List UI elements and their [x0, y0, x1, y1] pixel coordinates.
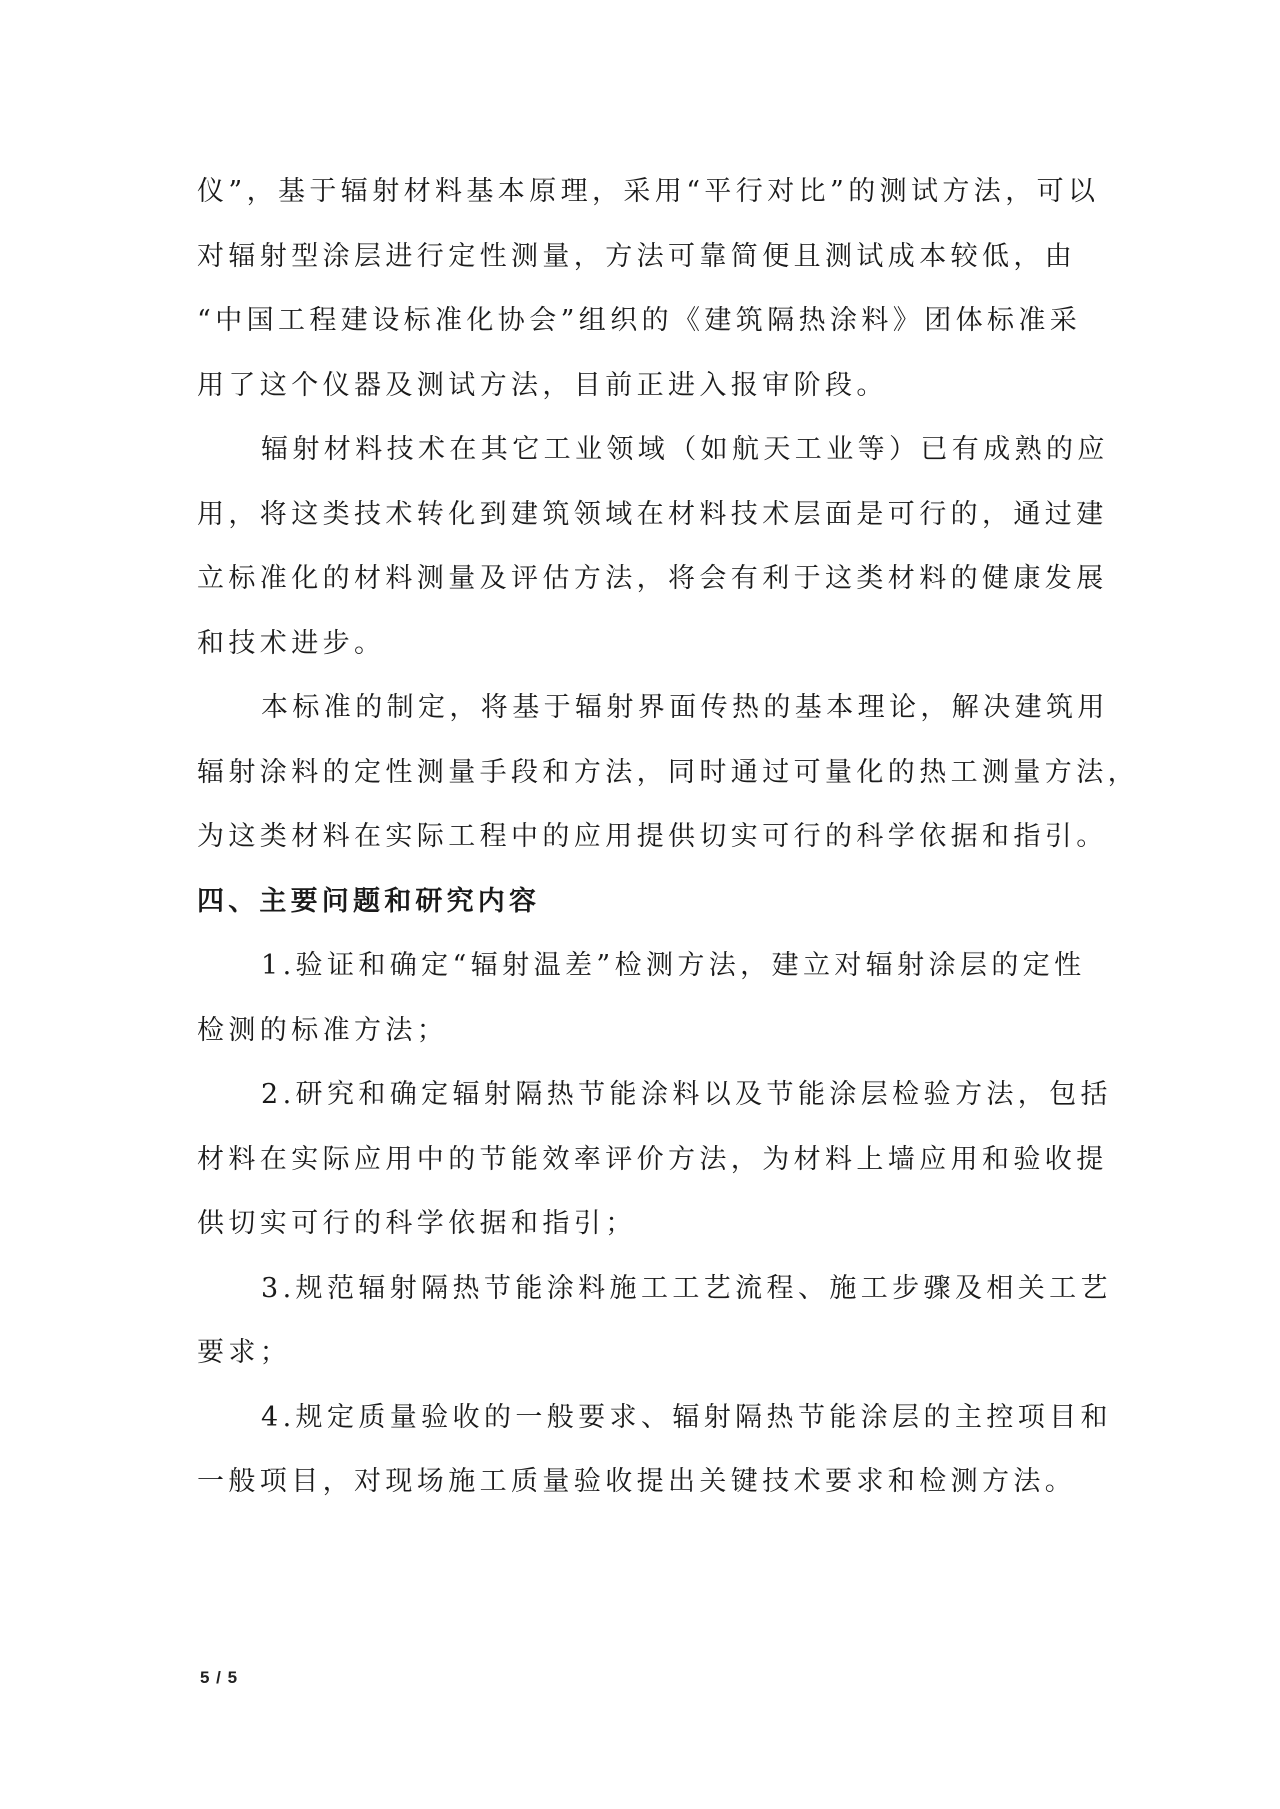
list-item-1: [197, 934, 1097, 1063]
text-line: 1.验证和确定“辐射温差”检测方法，建立对辐射涂层的定性: [261, 950, 1086, 981]
text-line: 本标准的制定，将基于辐射界面传热的基本理论，解决建筑用: [261, 692, 1109, 723]
text-line: 检测的标准方法；: [197, 1014, 449, 1046]
text-line: 2.研究和确定辐射隔热节能涂料以及节能涂层检验方法，包括: [261, 1079, 1112, 1110]
text-line: 要求；: [197, 1337, 292, 1368]
text-line: 和技术进步。: [197, 627, 386, 659]
paragraph-2: [197, 418, 1109, 676]
text-line: 立标准化的材料测量及评估方法，将会有利于这类材料的健康发展: [197, 563, 1108, 594]
section-heading: 四、主要问题和研究内容: [197, 885, 541, 917]
text-line: 为这类材料在实际工程中的应用提供切实可行的科学依据和指引。: [197, 821, 1108, 852]
text-line: 辐射涂料的定性测量手段和方法，同时通过可量化的热工测量方法，: [197, 756, 1139, 788]
text-line: 一般项目，对现场施工质量验收提出关键技术要求和检测方法。: [197, 1466, 1077, 1497]
paragraph-3: [197, 676, 1139, 870]
text-line: 对辐射型涂层进行定性测量，方法可靠简便且测试成本较低，由: [197, 240, 1077, 272]
text-line: 材料在实际应用中的节能效率评价方法，为材料上墙应用和验收提: [197, 1143, 1108, 1175]
text-line: 辐射材料技术在其它工业领域（如航天工业等）已有成熟的应: [261, 434, 1109, 465]
text-line: 供切实可行的科学依据和指引；: [197, 1208, 637, 1239]
list-item-3: [197, 1257, 1112, 1386]
text-line: 用，将这类技术转化到建筑领域在材料技术层面是可行的，通过建: [197, 498, 1108, 530]
document-body: [197, 160, 1139, 1515]
text-line: “中国工程建设标准化协会”组织的《建筑隔热涂料》团体标准采: [197, 305, 1082, 336]
text-line: 3.规范辐射隔热节能涂料施工工艺流程、施工步骤及相关工艺: [261, 1272, 1112, 1304]
list-item-2: [197, 1063, 1112, 1257]
text-line: 用了这个仪器及测试方法，目前正进入报审阶段。: [197, 369, 888, 401]
list-item-4: [197, 1386, 1112, 1515]
text-line: 4.规定质量验收的一般要求、辐射隔热节能涂层的主控项目和: [261, 1401, 1112, 1433]
page-number: 5 / 5: [200, 1668, 239, 1687]
paragraph-continued: [197, 160, 1100, 418]
text-line: 仪”，基于辐射材料基本原理，采用“平行对比”的测试方法，可以: [197, 176, 1100, 207]
